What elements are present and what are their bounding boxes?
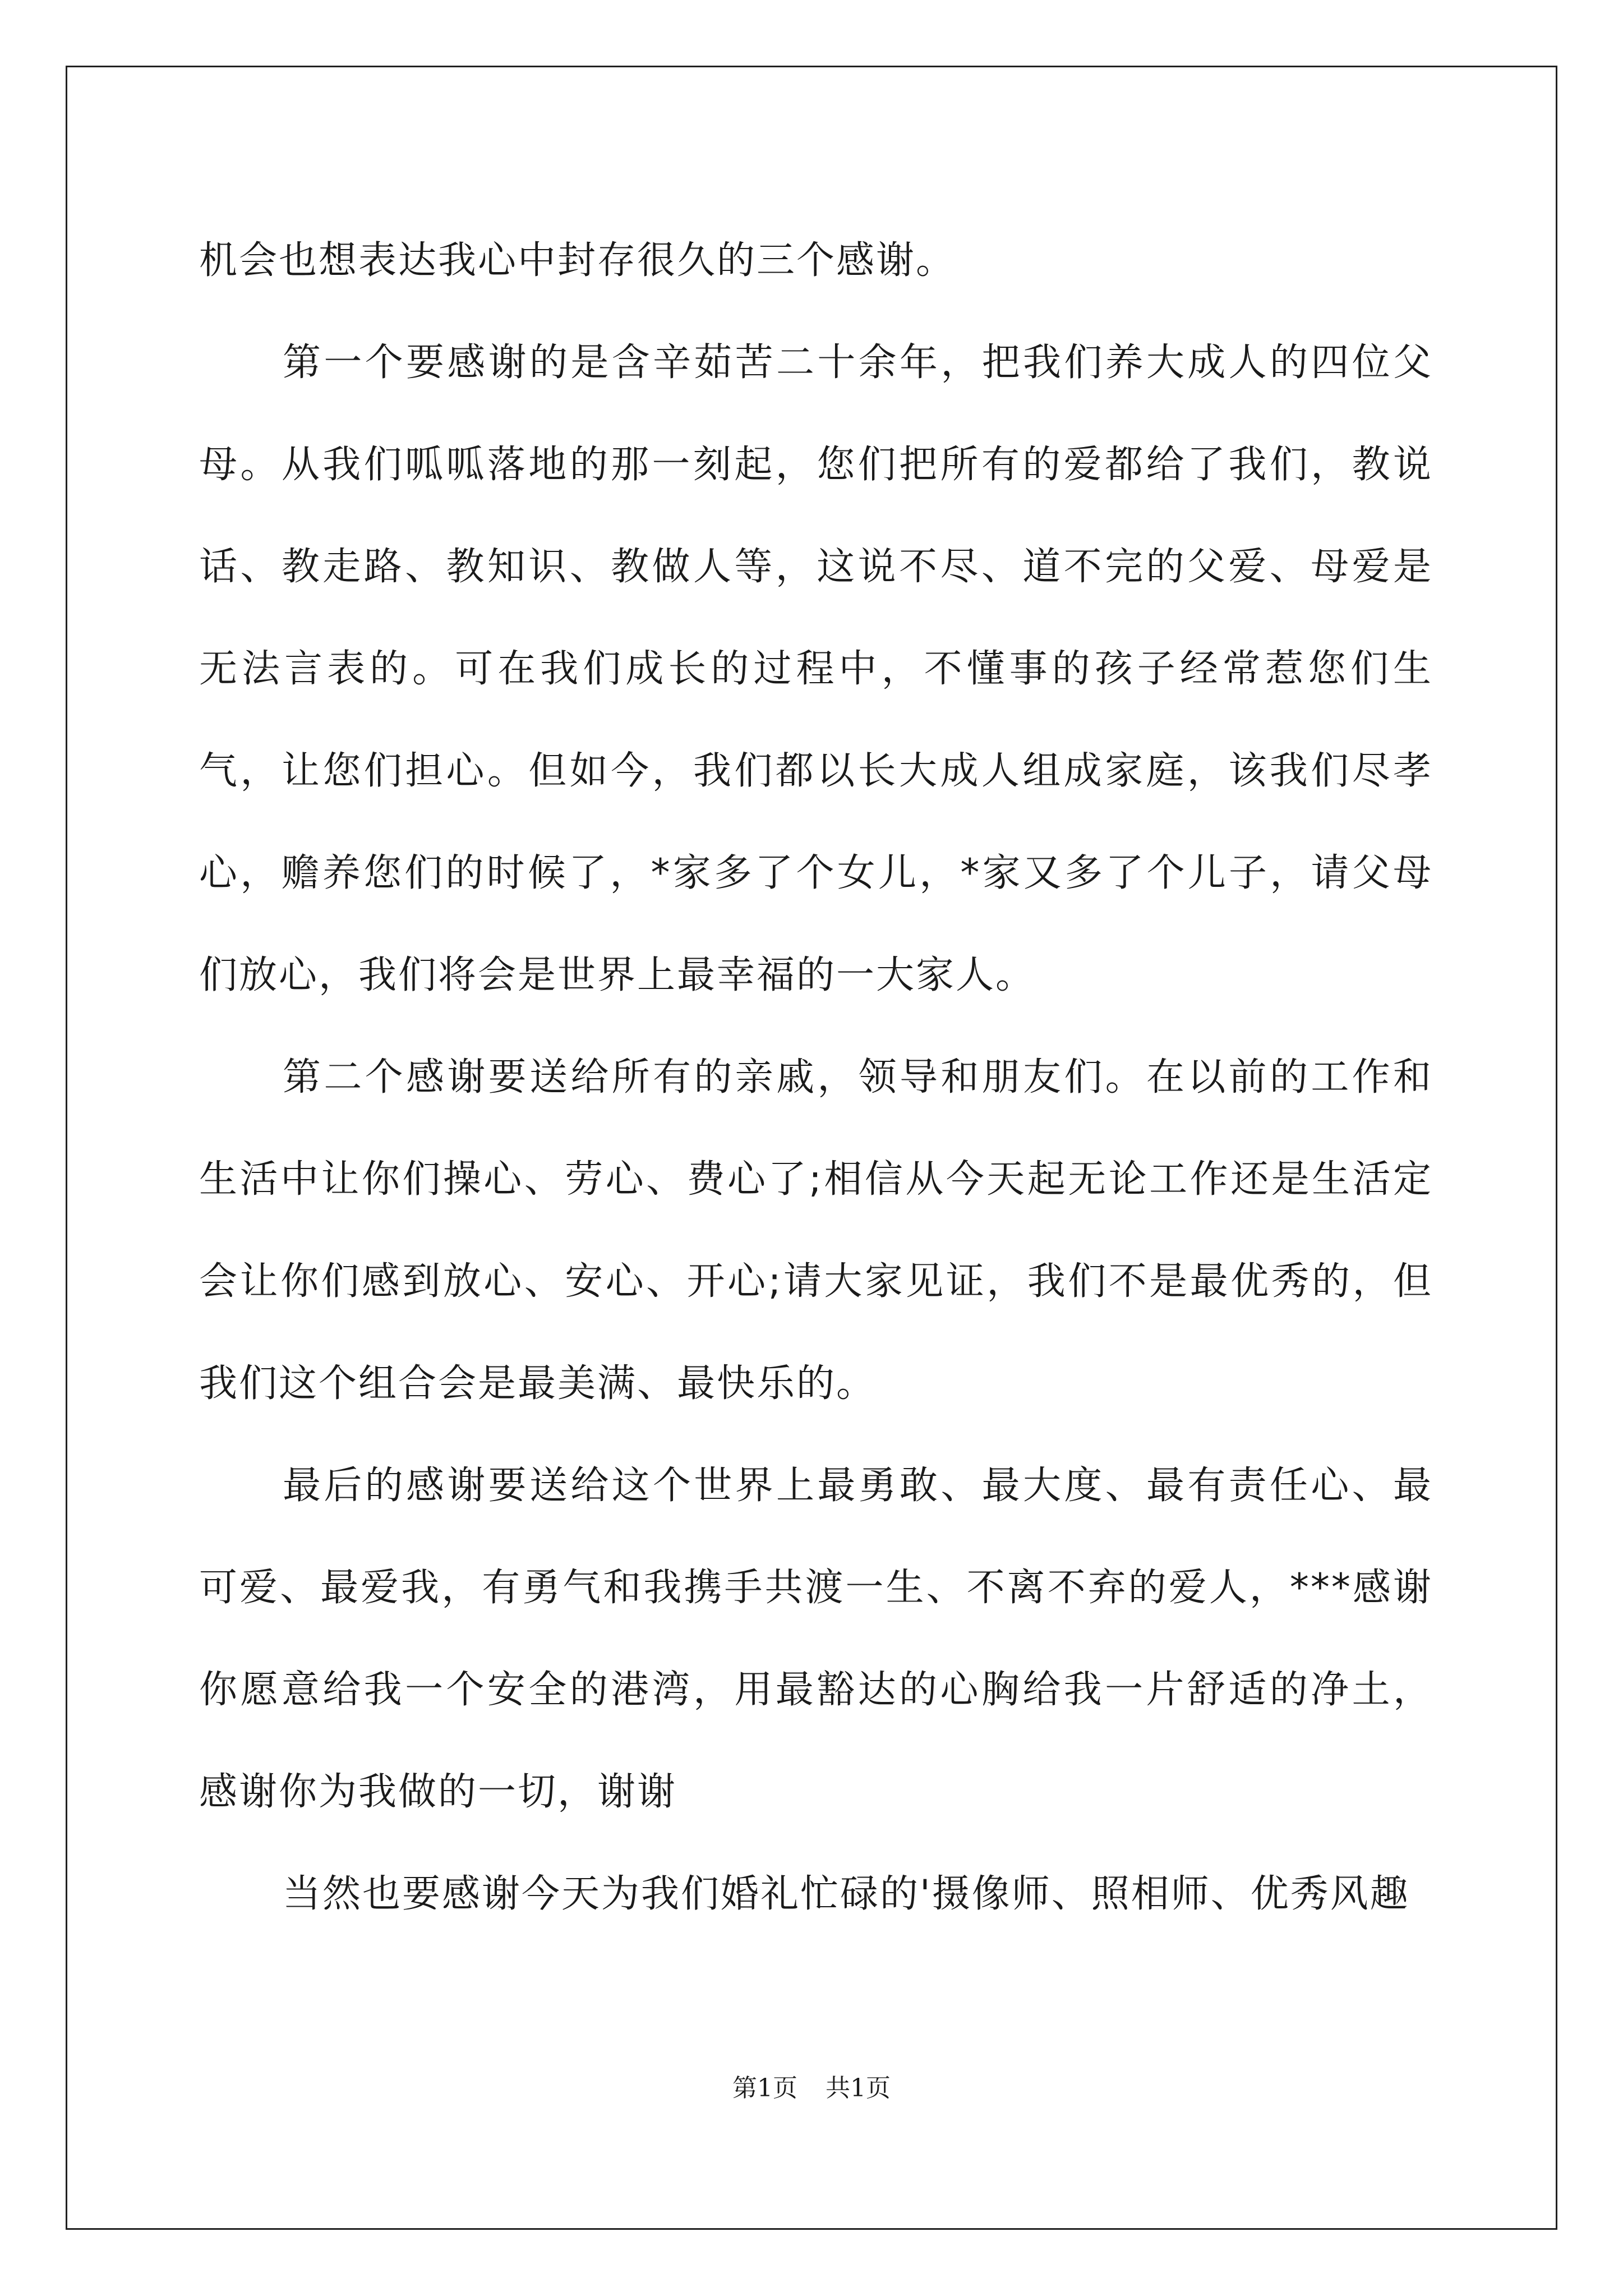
page-footer: [0, 2072, 1623, 2105]
paragraph-1: 机会也想表达我心中封存很久的三个感谢。: [199, 238, 956, 283]
paragraph-4: 最后的感谢要送给这个世界上最勇敢、最大度、最有责任心、最可爱、最爱我，有勇气和我携手共渡一生、不离不弃的爱人，***感谢你愿意给我一个安全的港湾，用最豁达的心胸给我一片舒适的净土，感谢你为我做的一切，谢谢: [199, 1464, 1433, 1814]
paragraph-5: 当然也要感谢今天为我们婚礼忙碌的'摄像师、照相师、优秀风趣: [283, 1872, 1410, 1916]
paragraph-2: 第一个要感谢的是含辛茹苦二十余年，把我们养大成人的四位父母。从我们呱呱落地的那一刻起，您们把所有的爱都给了我们，教说话、教走路、教知识、教做人等，这说不尽、道不完的父爱、母爱是无法言表的。可在我们成长的过程中，不懂事的孩子经常惹您们生气，让您们担心。但如今，我们都以长大成人组成家庭，该我们尽孝心，赡养您们的时候了，*家多了个女儿，*家又多了个儿子，请父母们放心，我们将会是世界上最幸福的一大家人。: [199, 341, 1433, 997]
paragraph-3: 第二个感谢要送给所有的亲戚，领导和朋友们。在以前的工作和生活中让你们操心、劳心、费心了;相信从今天起无论工作还是生活定会让你们感到放心、安心、开心;请大家见证，我们不是最优秀的，但我们这个组合会是最美满、最快乐的。: [199, 1055, 1433, 1406]
page-number: 第1页: [732, 2074, 797, 2102]
page-total: 共1页: [826, 2074, 891, 2102]
document-body: [199, 210, 1433, 1945]
